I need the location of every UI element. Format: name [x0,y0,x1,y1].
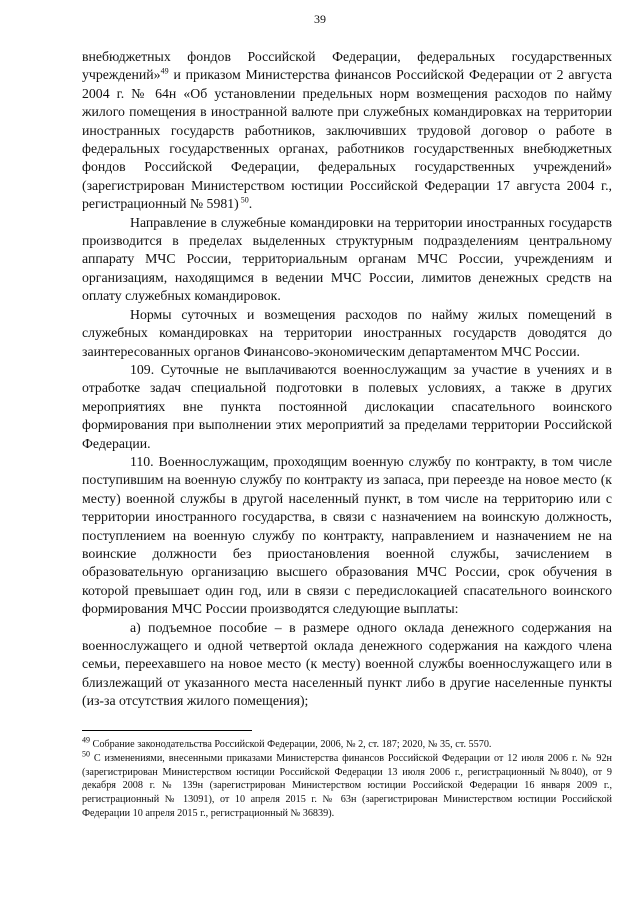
paragraph-continued: внебюджетных фондов Российской Федерации, федеральных государственных учреждений»$^{49}$ и приказом Министерства финансов Российской Федерации от 2 августа 2004 г. № 64н «Об установлении предельных норм возмещения расходов по найму жилого помещения в иностранной валюте при служебных командировках на территории иностранных государств работников, заключивших трудовой договор о работе в федеральных государственных органах, работников государственных внебюджетных фондов Российской Федерации, федеральных государственных учреждений» (зарегистрирован Министерством юстиции Российской Федерации 17 августа 2004 г., регистрационный № 5981) $^{50}$. [82,49,612,212]
paragraph-110: 110. Военнослужащим, проходящим военную службу по контракту, в том числе поступившим на военную службу по контракту из запаса, при переезде на новое место (к месту) военной службы в другой населенный пункт, в том числе на территорию или с территории иностранного государства, в связи с назначением на воинскую должность, поступлением на военную службу по контракту, направлением и назначением не на воинские должности без приостановления военной службы, зачислением в образовательную организацию высшего образования МЧС России, срок обучения в которой превышает один год, или в связи с передислокацией спасательного воинского формирования МЧС России производятся следующие выплаты: [82,453,612,617]
paragraph-norms: Нормы суточных и возмещения расходов по найму жилых помещений в служебных командировках на территории иностранных государств доводятся до заинтересованных органов Финансово-экономическим департаментом МЧС России. [82,306,612,359]
paragraph-direction: Направление в служебные командировки на территории иностранных государств производится в пределах выделенных структурным подразделениям центральному аппарату МЧС России, территориальным органам МЧС России, учреждениям и организациям, находящимся в ведении МЧС России, лимитов денежных средств на оплату служебных командировок. [82,214,612,304]
footnotes [82,735,612,821]
paragraph-109: 109. Суточные не выплачиваются военнослужащим за участие в учениях и в отработке задач специальной подготовки в полевых условиях, а также в других мероприятиях вне пункта постоянной дислокации спасательного воинского формирования при выполнении этих мероприятий за пределами территории Российской Федерации. [82,361,612,451]
footnote-separator [82,730,252,731]
paragraph-110a: а) подъемное пособие – в размере одного оклада денежного содержания на военнослужащего и одной четвертой оклада денежного содержания на каждого члена семьи, переехавшего на новое место (к месту) военной службы военнослужащего или в близлежащий от указанного места населенный пункт либо в другие населенные пункты (из-за отсутствия жилого помещения); [82,619,612,709]
footnote-ref-49[interactable]: 49 [160,66,169,76]
page-number: 39 [314,12,326,26]
footnote-ref-50[interactable]: 50 [238,195,249,205]
footnote-50: $^{50}$ С изменениями, внесенными приказами Министерства финансов Российской Федерации от 12 июля 2006 г. № 92н (зарегистрирован Министерством юстиции Российской Федерации 13 июля 2006 г., регистрационный №8040), от 9 декабря 2008 г. № 139н (зарегистрирован Министерством юстиции Российской Федерации 16 января 2009 г., регистрационный № 13091), от 10 апреля 2015 г. № 63н (зарегистрирован Министерством юстиции Российской Федерации 10 апреля 2015 г., регистрационный № 36839). [82,749,612,819]
footnote-49: $^{49}$ Собрание законодательства Российской Федерации, 2006, № 2, ст. 187; 2020, № 35, ст. 5570. [82,735,492,750]
document-body [82,48,612,711]
